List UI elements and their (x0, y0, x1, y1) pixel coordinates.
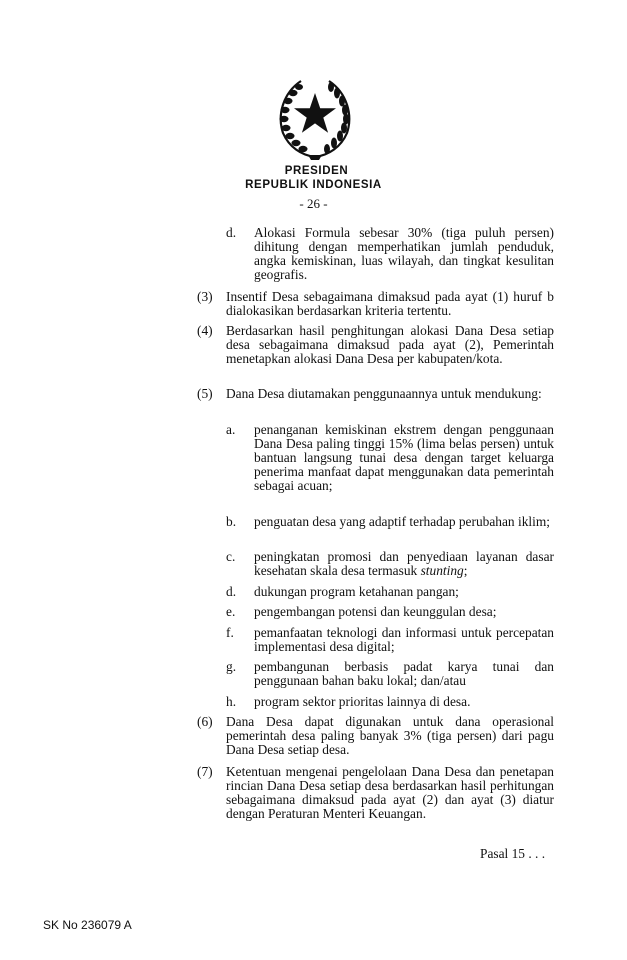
item-text: pembangunan berbasis padat karya tunai dan penggunaan bahan baku lokal; dan/atau (254, 659, 554, 688)
paragraph-marker: (3) (197, 289, 213, 304)
item-text-main: peningkatan promosi dan penyediaan layanan dasar kesehatan skala desa termasuk (254, 549, 554, 578)
item-text: penguatan desa yang adaptif terhadap perubahan iklim; (254, 514, 550, 529)
item-marker: f. (226, 625, 234, 640)
item-marker: a. (226, 422, 236, 437)
item-text: penanganan kemiskinan ekstrem dengan penggunaan Dana Desa paling tinggi 15% (lima belas persen) untuk bantuan langsung tunai desa dengan target keluarga penerima manfaat dapat menggunakan data pemerintah sebagai acuan; (254, 422, 554, 493)
item-text-italic: stunting (420, 563, 464, 578)
continuation-catchword: Pasal 15 . . . (480, 846, 546, 861)
item-text: program sektor prioritas lainnya di desa. (254, 694, 471, 709)
item-text-end: ; (463, 563, 468, 578)
page-number: - 26 - (299, 196, 328, 211)
item-marker: g. (226, 659, 237, 674)
paragraph-text: Dana Desa dapat digunakan untuk dana operasional pemerintah desa paling banyak 3% (tiga persen) dari pagu Dana Desa setiap desa. (226, 714, 554, 757)
header-title-republik: REPUBLIK INDONESIA (245, 179, 382, 191)
item-text: dukungan program ketahanan pangan; (254, 584, 459, 599)
header-title-presiden: PRESIDEN (284, 165, 349, 177)
item-marker: d. (226, 225, 237, 240)
item-marker: c. (226, 549, 236, 564)
item-text (254, 550, 554, 578)
presidential-emblem (271, 71, 359, 161)
paragraph-text: Insentif Desa sebagaimana dimaksud pada ayat (1) huruf b dialokasikan berdasarkan kriteria tertentu. (226, 289, 554, 318)
paragraph-marker: (7) (197, 764, 213, 779)
paragraph-marker: (6) (197, 714, 213, 729)
paragraph-text: Ketentuan mengenai pengelolaan Dana Desa dan penetapan rincian Dana Desa setiap desa berdasarkan hasil perhitungan sebagaimana dimaksud pada ayat (2) dan ayat (3) diatur dengan Peraturan Menteri Keuangan. (226, 764, 554, 821)
paragraph-text: Berdasarkan hasil penghitungan alokasi Dana Desa setiap desa sebagaimana dimaksud pada ayat (2), Pemerintah menetapkan alokasi Dana Desa per kabupaten/kota. (226, 323, 554, 366)
item-text: pemanfaatan teknologi dan informasi untuk percepatan implementasi desa digital; (254, 625, 554, 654)
paragraph-text: Dana Desa diutamakan penggunaannya untuk mendukung: (226, 386, 542, 401)
item-marker: d. (226, 584, 237, 599)
item-text: pengembangan potensi dan keunggulan desa; (254, 604, 497, 619)
paragraph-marker: (4) (197, 323, 213, 338)
paragraph-marker: (5) (197, 386, 213, 401)
item-marker: h. (226, 694, 237, 709)
serial-number: SK No 236079 A (43, 918, 132, 932)
item-text: Alokasi Formula sebesar 30% (tiga puluh persen) dihitung dengan memperhatikan jumlah penduduk, angka kemiskinan, luas wilayah, dan tingkat kesulitan geografis. (254, 225, 554, 282)
item-marker: b. (226, 514, 237, 529)
item-marker: e. (226, 604, 236, 619)
